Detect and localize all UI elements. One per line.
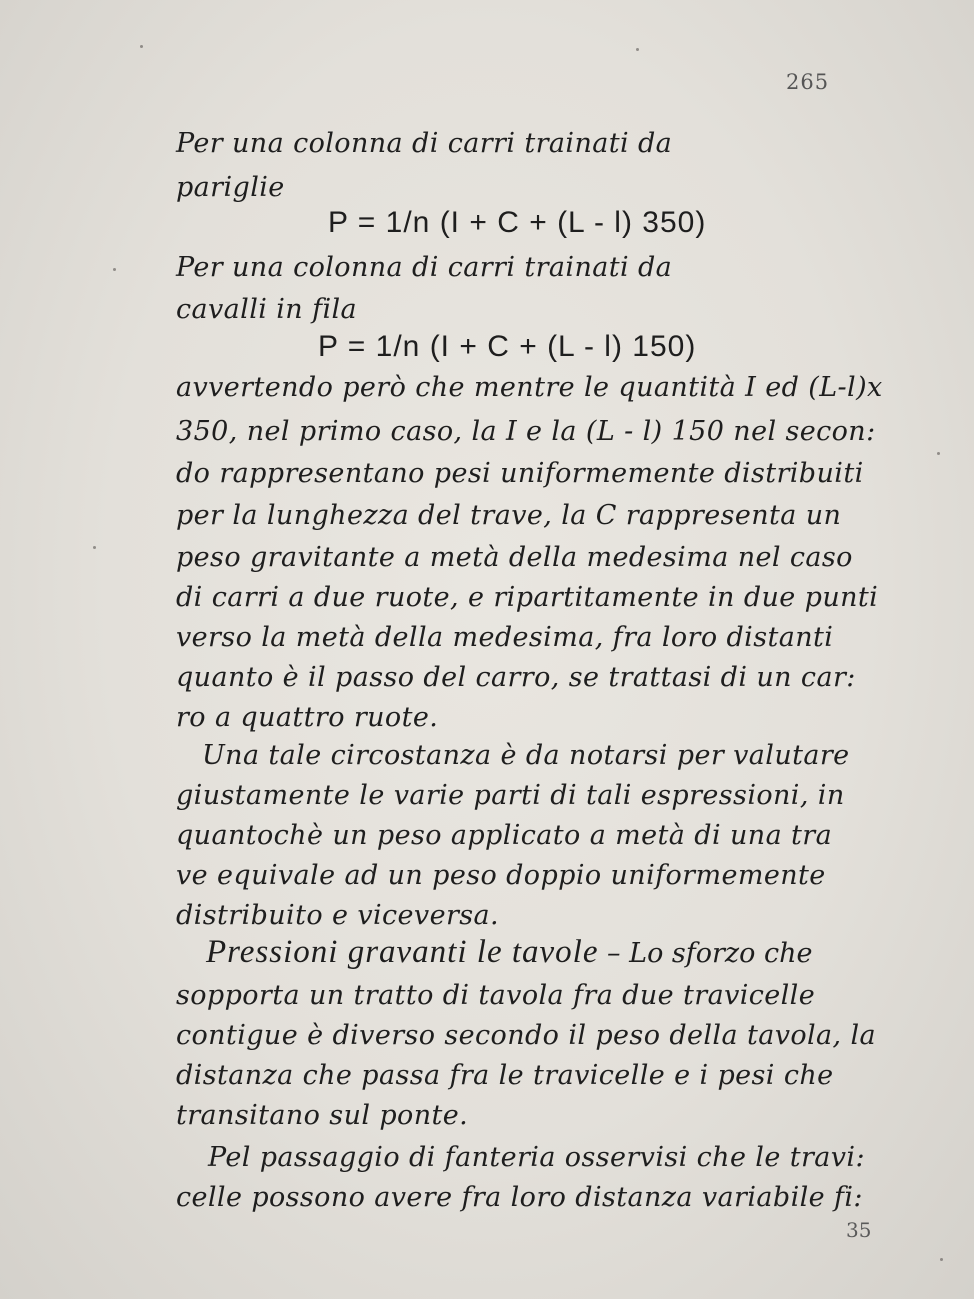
text-line: Per una colonna di carri trainati da <box>176 128 673 159</box>
text-line: cavalli in fila <box>176 294 358 325</box>
section-heading: Pressioni gravanti le tavole <box>206 934 599 970</box>
text-line: sopporta un tratto di tavola fra due travicelle <box>176 980 816 1011</box>
paper-speck <box>636 48 639 51</box>
text-line: peso gravitante a metà della medesima nel caso <box>176 542 853 573</box>
paper-speck <box>940 1258 943 1261</box>
heading-dash: – <box>598 938 630 969</box>
text-line: celle possono avere fra loro distanza variabile fi: <box>176 1182 863 1213</box>
formula-line: P = 1/n (I + C + (L - l) 150) <box>318 330 697 363</box>
formula-line: P = 1/n (I + C + (L - l) 350) <box>328 206 707 239</box>
paper-speck <box>93 546 96 549</box>
text-line: do rappresentano pesi uniformemente distribuiti <box>176 458 864 489</box>
page-number: 265 <box>786 70 830 94</box>
text-line: Una tale circostanza è da notarsi per valutare <box>202 740 850 771</box>
text-line: distanza che passa fra le travicelle e i pesi che <box>176 1060 834 1091</box>
text-line: 350, nel primo caso, la I e la (L - l) 150 nel secon: <box>176 416 876 447</box>
text-line: verso la metà della medesima, fra loro distanti <box>176 622 834 653</box>
text-line: Per una colonna di carri trainati da <box>176 252 673 283</box>
text-line: ro a quattro ruote. <box>176 702 439 733</box>
text-line: Lo sforzo che <box>629 938 813 969</box>
text-line: ve equivale ad un peso doppio uniformemente <box>176 860 826 891</box>
text-line: giustamente le varie parti di tali espressioni, in <box>176 780 845 811</box>
text-line: per la lunghezza del trave, la C rappresenta un <box>176 500 842 531</box>
paper-speck <box>937 452 940 455</box>
text-line: quantochè un peso applicato a metà di una tra <box>176 820 833 851</box>
text-line: pariglie <box>176 172 285 203</box>
text-line: avvertendo però che mentre le quantità I ed (L-l)x <box>176 372 883 403</box>
paper-speck <box>113 268 116 271</box>
text-line: quanto è il passo del carro, se trattasi di un car: <box>176 662 856 693</box>
paper-speck <box>140 45 143 48</box>
section-heading-line <box>206 934 812 971</box>
text-line: contigue è diverso secondo il peso della tavola, la <box>176 1020 877 1051</box>
text-line: di carri a due ruote, e ripartitamente in due punti <box>176 582 879 613</box>
text-line: Pel passaggio di fanteria osservisi che le travi: <box>208 1142 865 1173</box>
text-line: transitano sul ponte. <box>176 1100 469 1131</box>
signature-mark: 35 <box>846 1218 872 1242</box>
text-line: distribuito e viceversa. <box>176 900 499 931</box>
